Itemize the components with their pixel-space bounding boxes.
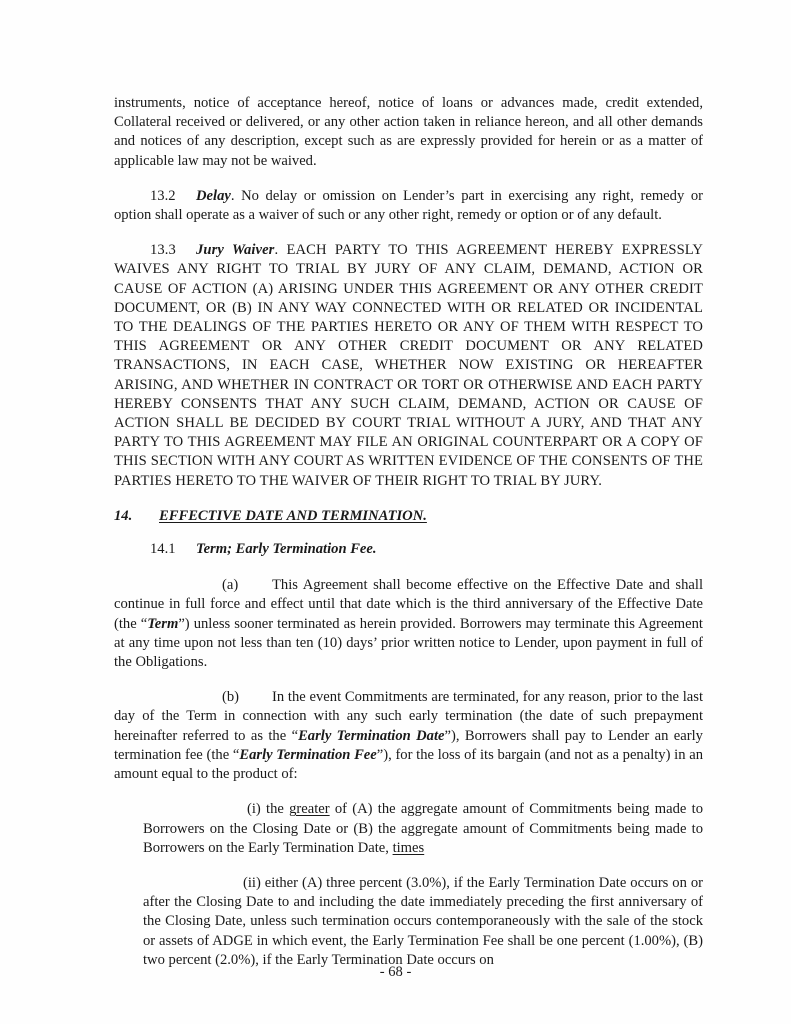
- section-13-2: 13.2 Delay. No delay or omission on Lender’s part in exercising any right, remedy or option shall operate as a waiver of such or any other right, remedy or option or of any default.: [114, 187, 703, 224]
- underlined-term: times: [392, 839, 425, 856]
- sub-clauses: [114, 800, 703, 970]
- clause-ii: (ii) either (A) three percent (3.0%), if the Early Termination Date occurs on or after the Closing Date to and including the date immediately preceding the first anniversary of the Closing Date, unless such termination occurs contemporaneously with the sale of the stock or assets of ADGE in which event, the Early Termination Fee shall be one percent (1.00%), (B) two percent (2.0%), if the Early Termination Date occurs on: [143, 874, 703, 968]
- clause-b: (b) In the event Commitments are terminated, for any reason, prior to the last day of the Term in connection with any such early termination (the date of such prepayment hereinafter referred to as the “Early Termination Date”), Borrowers shall pay to Lender an early termination fee (the “Early Termination Fee”), for the loss of its bargain (and not as a penalty) in an amount equal to the product of:: [114, 689, 703, 783]
- article-title: EFFECTIVE DATE AND TERMINATION.: [159, 507, 427, 524]
- clause-label: (a): [222, 577, 239, 594]
- section-title: Jury Waiver: [196, 242, 275, 259]
- continuation-paragraph: instruments, notice of acceptance hereof, notice of loans or advances made, credit extended, Collateral received or delivered, or any other action taken in reliance hereon, and all other demands and notices of any description, except such as are expressly provided for herein or as a matter of applicable law may not be waived.: [114, 95, 703, 169]
- clause-label: (i): [247, 801, 261, 818]
- section-text: EACH PARTY TO THIS AGREEMENT HEREBY EXPRESSLY WAIVES ANY RIGHT TO TRIAL BY JURY OF ANY CLAIM, DEMAND, ACTION OR CAUSE OF ACTION (A) ARISING UNDER THIS AGREEMENT OR ANY OTHER CREDIT DOCUMENT, OR (B) IN ANY WAY CONNECTED WITH OR RELATED OR INCIDENTAL TO THE DEALINGS OF THE PARTIES HERETO OR ANY OF THEM WITH RESPECT TO THIS AGREEMENT OR ANY OTHER CREDIT DOCUMENT OR ANY RELATED TRANSACTIONS, IN EACH CASE, WHETHER NOW EXISTING OR HEREAFTER ARISING, AND WHETHER IN CONTRACT OR TORT OR OTHERWISE AND EACH PARTY HEREBY CONSENTS THAT ANY SUCH CLAIM, DEMAND, ACTION OR CAUSE OF ACTION SHALL BE DECIDED BY COURT TRIAL WITHOUT A JURY, AND THAT ANY PARTY TO THIS AGREEMENT MAY FILE AN ORIGINAL COUNTERPART OR A COPY OF THIS SECTION WITH ANY COURT AS WRITTEN EVIDENCE OF THE CONSENTS OF THE PARTIES HERETO TO THE WAIVER OF THEIR RIGHT TO TRIAL BY JURY.: [114, 242, 704, 489]
- clause-i: (i) the greater of (A) the aggregate amount of Commitments being made to Borrowers on the Closing Date or (B) the aggregate amount of Commitments being made to Borrowers on the Early Termination Date, times: [143, 801, 703, 856]
- section-text: No delay or omission on Lender’s part in exercising any right, remedy or option shall operate as a waiver of such or any other right, remedy or option or of any default.: [114, 187, 703, 224]
- defined-term: Term: [147, 615, 179, 632]
- defined-term: Early Termination Fee: [239, 746, 377, 763]
- clause-label: (b): [222, 689, 240, 706]
- clause-a: (a) This Agreement shall become effective on the Effective Date and shall continue in full force and effect until that date which is the third anniversary of the Effective Date (the “Term”) unless sooner terminated as herein provided. Borrowers may terminate this Agreement at any time upon not less than ten (10) days’ prior written notice to Lender, upon payment in full of the Obligations.: [114, 577, 703, 671]
- section-title: Delay: [196, 187, 231, 204]
- page-content: [114, 94, 703, 986]
- section-title: Term; Early Termination Fee.: [196, 541, 377, 558]
- page-number: - 68 -: [379, 964, 412, 980]
- section-number: 13.3: [150, 242, 176, 259]
- section-number: 13.2: [150, 187, 176, 204]
- underlined-term: greater: [289, 801, 330, 818]
- article-number: 14.: [114, 507, 133, 524]
- defined-term: Early Termination Date: [298, 727, 445, 744]
- section-number: 14.1: [150, 541, 176, 558]
- section-13-3: 13.3 Jury Waiver. EACH PARTY TO THIS AGREEMENT HEREBY EXPRESSLY WAIVES ANY RIGHT TO TRIAL BY JURY OF ANY CLAIM, DEMAND, ACTION OR CAUSE OF ACTION (A) ARISING UNDER THIS AGREEMENT OR ANY OTHER CREDIT DOCUMENT, OR (B) IN ANY WAY CONNECTED WITH OR RELATED OR INCIDENTAL TO THE DEALINGS OF THE PARTIES HERETO OR ANY OF THEM WITH RESPECT TO THIS AGREEMENT OR ANY OTHER CREDIT DOCUMENT OR ANY RELATED TRANSACTIONS, IN EACH CASE, WHETHER NOW EXISTING OR HEREAFTER ARISING, AND WHETHER IN CONTRACT OR TORT OR OTHERWISE AND EACH PARTY HEREBY CONSENTS THAT ANY SUCH CLAIM, DEMAND, ACTION OR CAUSE OF ACTION SHALL BE DECIDED BY COURT TRIAL WITHOUT A JURY, AND THAT ANY PARTY TO THIS AGREEMENT MAY FILE AN ORIGINAL COUNTERPART OR A COPY OF THIS SECTION WITH ANY COURT AS WRITTEN EVIDENCE OF THE CONSENTS OF THE PARTIES HERETO TO THE WAIVER OF THEIR RIGHT TO TRIAL BY JURY.: [114, 242, 704, 489]
- section-14-1-heading: [114, 540, 703, 559]
- clause-label: (ii): [243, 874, 261, 891]
- article-14-heading: [114, 507, 703, 526]
